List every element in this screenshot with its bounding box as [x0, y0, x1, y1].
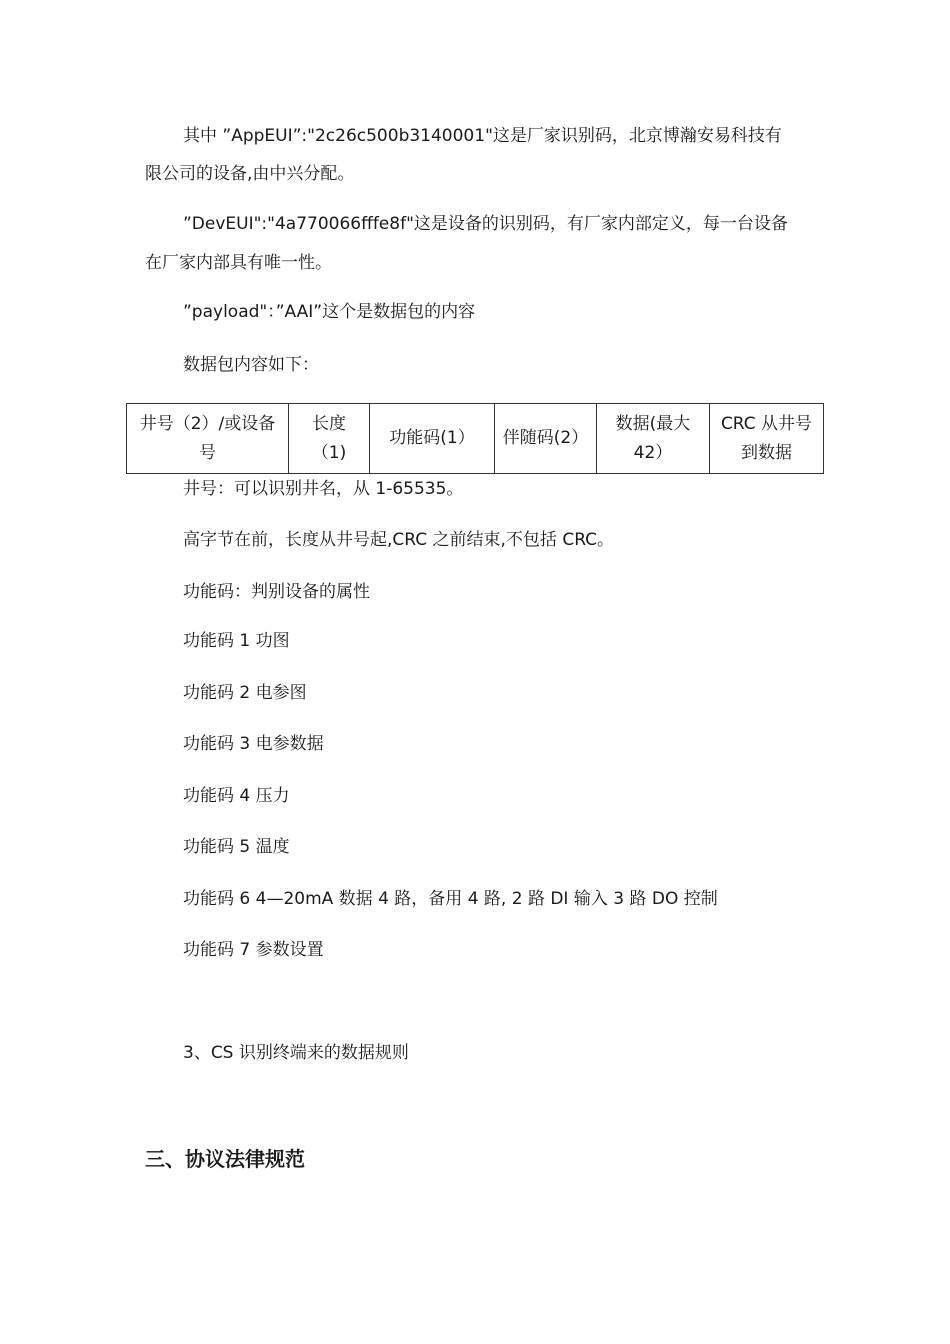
packet-structure-table — [126, 403, 824, 474]
cell-text-line: 到数据 — [741, 442, 792, 463]
payload-paragraph: ”payload"：”AAI”这个是数据包的内容 — [183, 302, 476, 322]
section-3-title: 3、CS 识别终端来的数据规则 — [183, 1043, 409, 1063]
cell-text-line: 长度 — [312, 413, 346, 434]
cell-text-line: （1) — [311, 442, 347, 463]
table-row — [127, 404, 824, 474]
cell-text-line: 号 — [199, 442, 216, 463]
cell-data — [597, 404, 710, 474]
function-code-6: 功能码 6 4—20mA 数据 4 路，备用 4 路, 2 路 DI 输入 3 路 DO 控制 — [183, 889, 718, 909]
function-code-3: 功能码 3 电参数据 — [183, 734, 324, 754]
function-code-7: 功能码 7 参数设置 — [183, 940, 324, 960]
cell-text-line: 伴随码(2） — [502, 428, 589, 448]
cell-text-line: CRC 从井号 — [720, 413, 813, 434]
appeui-paragraph-line2: 限公司的设备,由中兴分配。 — [145, 164, 355, 184]
well-note: 井号：可以识别井名，从 1-65535。 — [183, 479, 464, 499]
deveui-paragraph-line1: ”DevEUI":"4a770066fffe8f"这是设备的识别码，有厂家内部定义，每一台设备 — [183, 214, 788, 234]
cell-text-line: 功能码(1） — [389, 428, 475, 448]
cell-function-code — [370, 404, 495, 474]
cell-text-line: 井号（2）/或设备 — [139, 413, 276, 434]
packet-intro: 数据包内容如下： — [183, 355, 319, 375]
deveui-paragraph-line2: 在厂家内部具有唯一性。 — [145, 253, 332, 273]
byte-order-note: 高字节在前，长度从井号起,CRC 之前结束,不包括 CRC。 — [183, 530, 615, 550]
function-code-5: 功能码 5 温度 — [183, 837, 290, 857]
function-code-description: 功能码：判别设备的属性 — [183, 582, 370, 602]
chapter-heading: 三、协议法律规范 — [145, 1147, 305, 1171]
appeui-paragraph-line1: 其中 ”AppEUI”:"2c26c500b3140001"这是厂家识别码，北京博瀚安易科技有 — [183, 126, 782, 146]
cell-crc — [710, 404, 824, 474]
function-code-1: 功能码 1 功图 — [183, 631, 290, 651]
cell-well-number — [127, 404, 289, 474]
cell-companion-code — [495, 404, 597, 474]
cell-text-line: 数据(最大 — [615, 413, 691, 434]
cell-length — [289, 404, 370, 474]
function-code-2: 功能码 2 电参图 — [183, 683, 307, 703]
cell-text-line: 42） — [633, 442, 673, 463]
function-code-4: 功能码 4 压力 — [183, 786, 290, 806]
